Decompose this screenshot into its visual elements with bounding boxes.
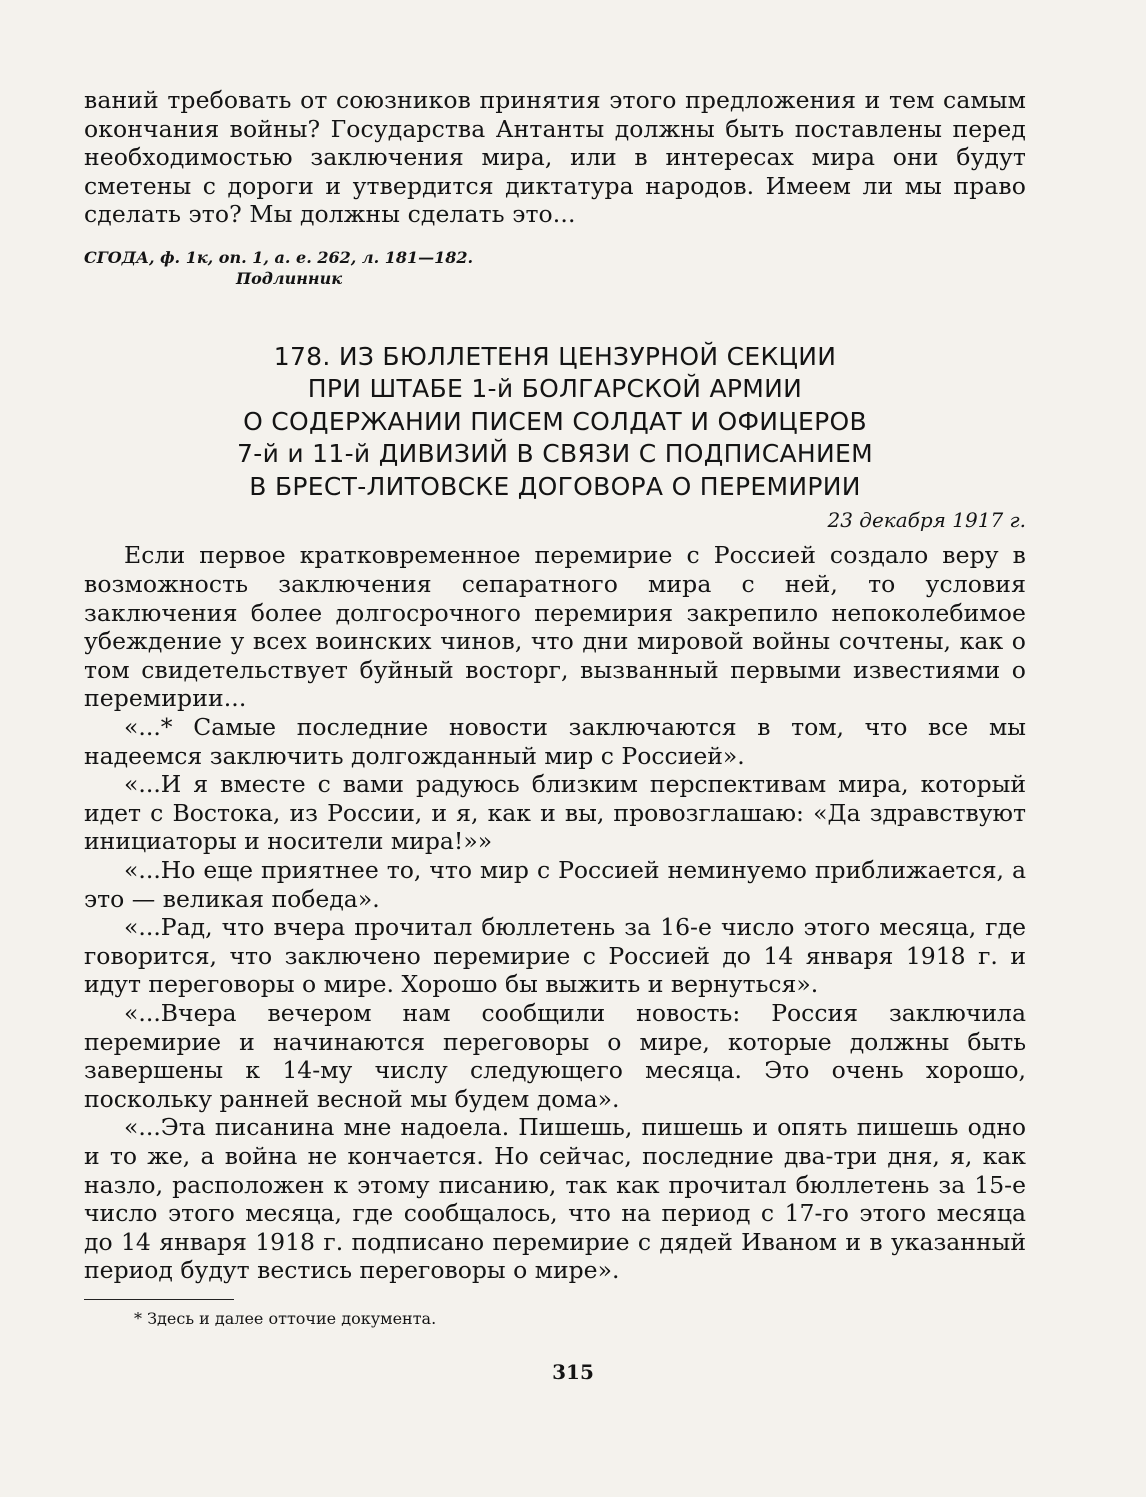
letter-quote: «...Но еще приятнее то, что мир с Россией неминуемо приближается, а это — великая победа». [84, 856, 1026, 913]
letter-quote: «...Вчера вечером нам сообщили новость: Россия заключила перемирие и начинаются переговоры о мире, которые должны быть завершены к 14-му числу следующего месяца. Это очень хорошо, поскольку ранней весной мы будем дома». [84, 998, 1026, 1113]
page-content [84, 86, 1026, 1329]
footnote-divider [84, 1299, 234, 1300]
title-line: ПРИ ШТАБЕ 1-й БОЛГАРСКОЙ АРМИИ [307, 374, 803, 404]
footnote: * Здесь и далее отточие документа. [134, 1308, 437, 1328]
intro-paragraph: ваний требовать от союзников принятия этого предложения и тем самым окончания войны? Государства Антанты должны быть поставлены перед необходимостью заключения мира, или в интересах мира они будут сметены с дороги и утвердится диктатура народов. Имеем ли мы право сделать это? Мы должны сделать это... [84, 86, 1026, 229]
document-title [84, 341, 1026, 504]
source-note: Подлинник [236, 268, 343, 288]
letter-quote: «...* Самые последние новости заключаются в том, что все мы надеемся заключить долгожданный мир с Россией». [84, 713, 1026, 770]
title-line: 7-й и 11-й ДИВИЗИЙ В СВЯЗИ С ПОДПИСАНИЕМ [237, 439, 873, 469]
lead-paragraph: Если первое кратковременное перемирие с Россией создало веру в возможность заключения сепаратного мира с ней, то условия заключения более долгосрочного перемирия закрепило непоколебимое убеждение у всех воинских чинов, что дни мировой войны сочтены, как о том свидетельствует буйный восторг, вызванный первыми известиями о перемирии... [84, 541, 1026, 713]
letter-quote: «...И я вместе с вами радуюсь близким перспективам мира, который идет с Востока, из России, и я, как и вы, провозглашаю: «Да здравствуют инициаторы и носители мира!»» [84, 770, 1026, 856]
archive-reference: СГОДА, ф. 1к, оп. 1, а. е. 262, л. 181—182. [84, 247, 474, 267]
title-line: 178. ИЗ БЮЛЛЕТЕНЯ ЦЕНЗУРНОЙ СЕКЦИИ [273, 341, 837, 371]
source-reference [84, 247, 1026, 289]
title-line: О СОДЕРЖАНИИ ПИСЕМ СОЛДАТ И ОФИЦЕРОВ [243, 406, 867, 436]
title-line: В БРЕСТ-ЛИТОВСКЕ ДОГОВОРА О ПЕРЕМИРИИ [249, 471, 861, 501]
page-number: 315 [552, 1360, 594, 1384]
letter-quote: «...Эта писанина мне надоела. Пишешь, пишешь и опять пишешь одно и то же, а война не кончается. Но сейчас, последние два-три дня, я, как назло, расположен к этому писанию, так как прочитал бюллетень за 15-е число этого месяца, где сообщалось, что на период с 17-го этого месяца до 14 января 1918 г. подписано перемирие с дядей Иваном и в указанный период будут вестись переговоры о мире». [84, 1113, 1026, 1285]
document-body [84, 541, 1026, 1284]
document-date: 23 декабря 1917 г. [827, 508, 1026, 533]
letter-quote: «...Рад, что вчера прочитал бюллетень за 16-е число этого месяца, где говорится, что заключено перемирие с Россией до 14 января 1918 г. и идут переговоры о мире. Хорошо бы выжить и вернуться». [84, 913, 1026, 999]
